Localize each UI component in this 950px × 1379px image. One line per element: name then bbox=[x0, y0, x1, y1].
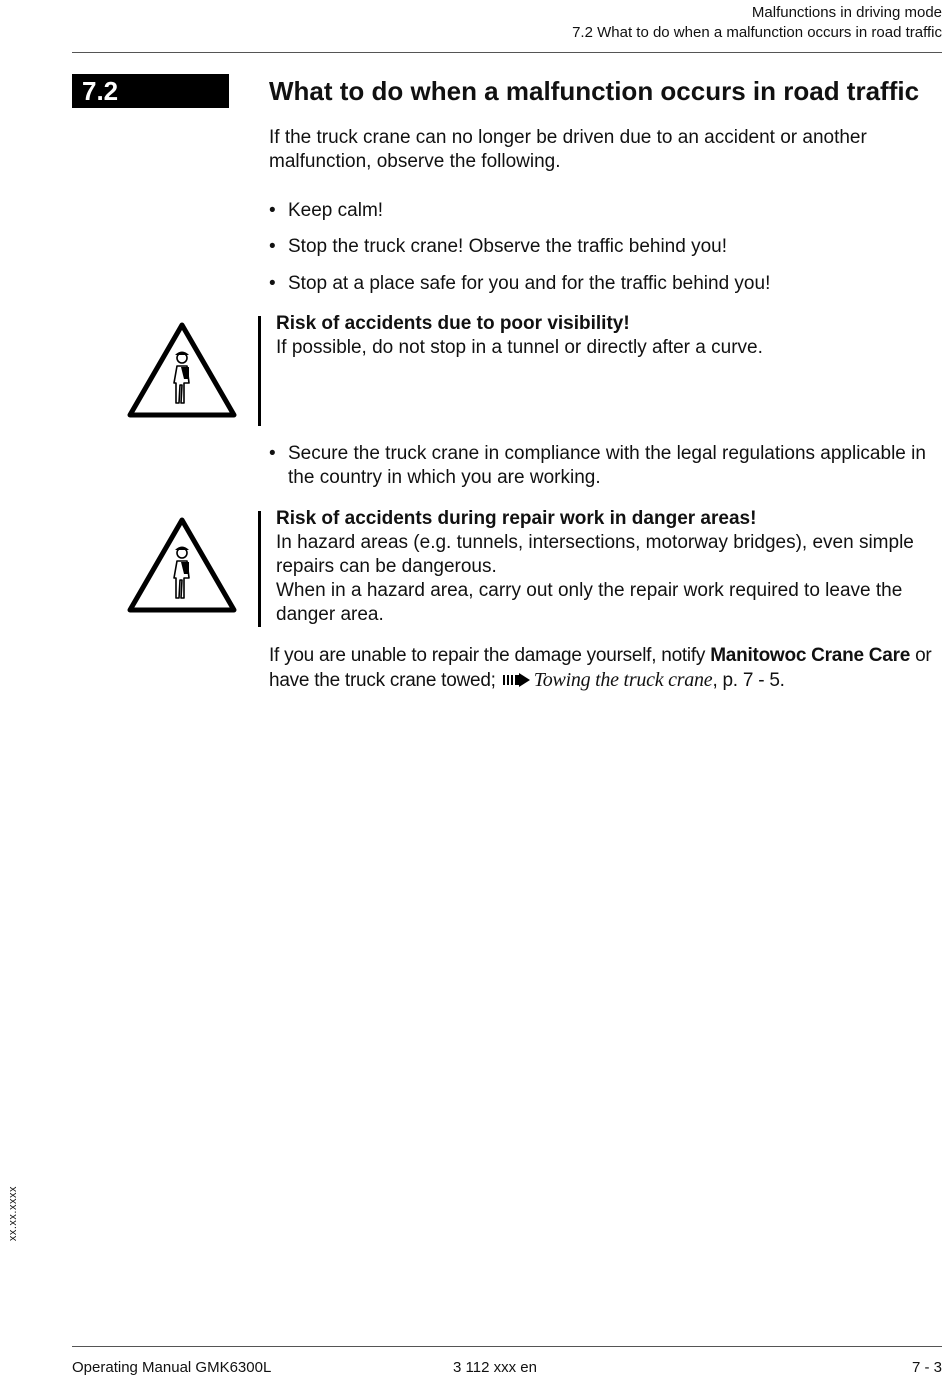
section-number-box: 7.2 bbox=[72, 74, 229, 108]
bullet-text: Keep calm! bbox=[288, 200, 384, 221]
warning-visibility bbox=[276, 312, 944, 360]
warning-triangle-person-icon bbox=[126, 516, 238, 614]
closing-text: If you are unable to repair the damage yourself, notify bbox=[269, 645, 711, 666]
warning-bar bbox=[258, 511, 261, 627]
header-rule bbox=[72, 52, 942, 53]
header-section: 7.2 What to do when a malfunction occurs in road traffic bbox=[572, 24, 942, 41]
warning-title: Risk of accidents due to poor visibility! bbox=[276, 313, 630, 334]
bullet-text: Stop the truck crane! Observe the traffic behind you! bbox=[288, 236, 728, 257]
warning-bar bbox=[258, 316, 261, 426]
bullet-dot: • bbox=[269, 273, 276, 294]
warning-triangle-person-icon bbox=[126, 321, 238, 419]
bullet-text: Stop at a place safe for you and for the traffic behind you! bbox=[288, 273, 771, 294]
side-code: xx.xx.xxxx bbox=[7, 1186, 19, 1242]
bullet-dot: • bbox=[269, 236, 276, 257]
closing-text: or have the truck crane towed; bbox=[269, 645, 932, 691]
warning-text: In hazard areas (e.g. tunnels, intersections, motorway bridges), even simple repairs can be dangerous. bbox=[276, 532, 914, 577]
warning-danger-areas bbox=[276, 507, 944, 627]
footer-page-number: 7 - 3 bbox=[911, 1359, 942, 1376]
bullet-item bbox=[269, 235, 944, 259]
crane-care-name: Manitowoc Crane Care bbox=[710, 645, 911, 666]
intro-paragraph: If the truck crane can no longer be driven due to an accident or another malfunction, observe the following. bbox=[269, 127, 867, 172]
bullet-text: Secure the truck crane in compliance with the legal regulations applicable in the country in which you are working. bbox=[288, 443, 926, 488]
footer-doc-number: 3 112 xxx en bbox=[453, 1359, 537, 1376]
cross-reference-link[interactable]: Towing the truck crane bbox=[533, 669, 713, 691]
cross-reference-page: , p. 7 - 5. bbox=[712, 670, 785, 691]
bullet-dot: • bbox=[269, 443, 276, 464]
warning-title: Risk of accidents during repair work in danger areas! bbox=[276, 508, 757, 529]
warning-text: If possible, do not stop in a tunnel or directly after a curve. bbox=[276, 337, 763, 358]
bullet-dot: • bbox=[269, 200, 276, 221]
reference-arrow-icon bbox=[503, 673, 530, 687]
header-chapter: Malfunctions in driving mode bbox=[751, 4, 942, 21]
warning-text: When in a hazard area, carry out only the repair work required to leave the danger area. bbox=[276, 580, 903, 625]
footer-manual: Operating Manual GMK6300L bbox=[72, 1359, 272, 1376]
section-title: What to do when a malfunction occurs in road traffic bbox=[269, 76, 920, 106]
closing-paragraph bbox=[269, 644, 944, 693]
bullet-item bbox=[269, 442, 944, 490]
bullet-item bbox=[269, 199, 944, 223]
footer-rule bbox=[72, 1346, 942, 1347]
bullet-item bbox=[269, 272, 944, 296]
